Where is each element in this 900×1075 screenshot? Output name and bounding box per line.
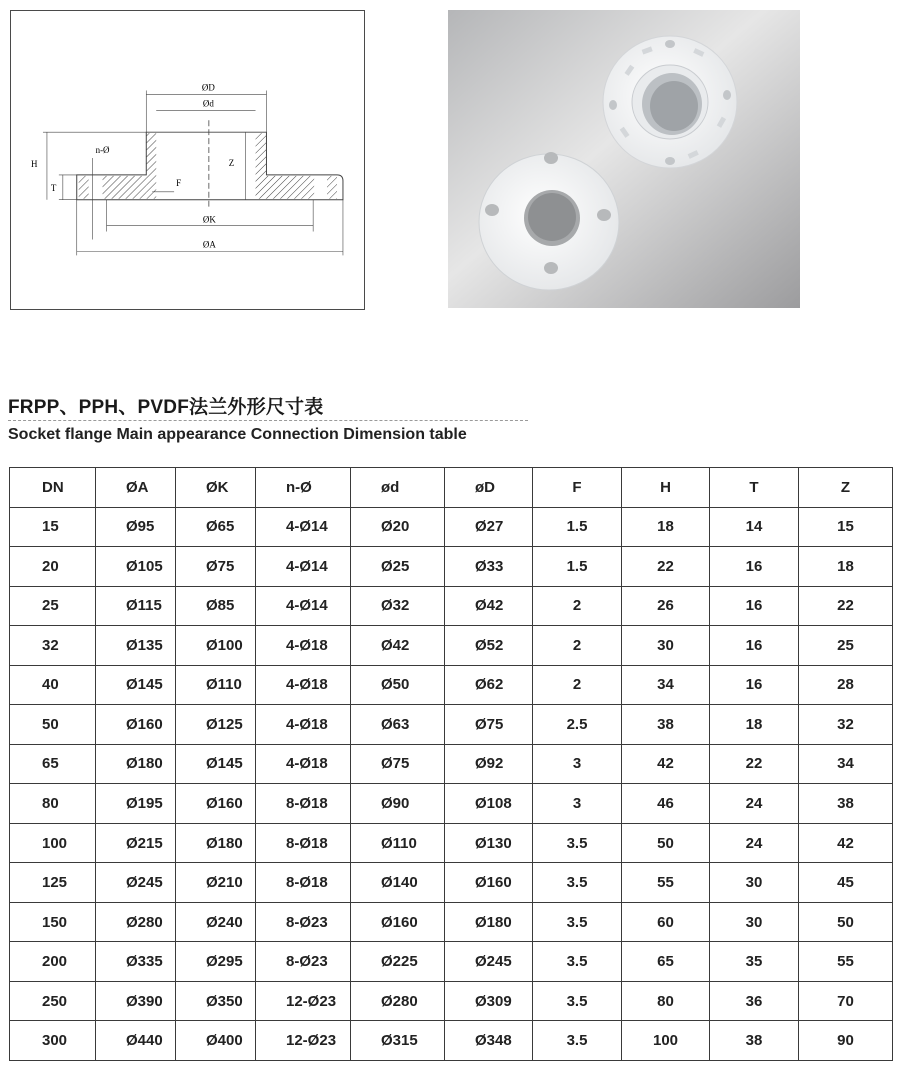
table-cell: 3.5 bbox=[533, 863, 622, 903]
table-cell: Ø180 bbox=[176, 823, 256, 863]
table-cell: Ø110 bbox=[351, 823, 445, 863]
table-cell: 150 bbox=[10, 902, 96, 942]
table-cell: 22 bbox=[710, 744, 799, 784]
table-cell: Ø390 bbox=[96, 981, 176, 1021]
n-hole-label: n-Ø bbox=[95, 145, 110, 156]
table-cell: Ø195 bbox=[96, 784, 176, 824]
table-cell: 4-Ø14 bbox=[256, 586, 351, 626]
table-cell: Ø348 bbox=[445, 1021, 533, 1061]
table-cell: 34 bbox=[622, 665, 710, 705]
table-cell: 2 bbox=[533, 626, 622, 666]
table-cell: Ø180 bbox=[445, 902, 533, 942]
table-header-row bbox=[10, 468, 893, 508]
table-cell: 55 bbox=[622, 863, 710, 903]
table-cell: 22 bbox=[799, 586, 893, 626]
table-row bbox=[10, 863, 893, 903]
f-label: F bbox=[176, 177, 182, 188]
table-cell: Ø315 bbox=[351, 1021, 445, 1061]
table-cell: 300 bbox=[10, 1021, 96, 1061]
table-cell: 50 bbox=[10, 705, 96, 745]
table-cell: 50 bbox=[622, 823, 710, 863]
table-cell: 3.5 bbox=[533, 1021, 622, 1061]
table-cell: 8-Ø23 bbox=[256, 942, 351, 982]
table-cell: 12-Ø23 bbox=[256, 1021, 351, 1061]
table-cell: 15 bbox=[10, 507, 96, 547]
table-cell: 38 bbox=[799, 784, 893, 824]
table-cell: Ø160 bbox=[96, 705, 176, 745]
table-cell: Ø145 bbox=[96, 665, 176, 705]
table-cell: Ø75 bbox=[176, 547, 256, 587]
table-cell: 3.5 bbox=[533, 981, 622, 1021]
table-cell: 12-Ø23 bbox=[256, 981, 351, 1021]
k-label: ØK bbox=[202, 214, 216, 225]
table-cell: 16 bbox=[710, 665, 799, 705]
table-cell: 3.5 bbox=[533, 902, 622, 942]
table-row bbox=[10, 665, 893, 705]
table-cell: Ø100 bbox=[176, 626, 256, 666]
table-cell: 32 bbox=[799, 705, 893, 745]
table-row bbox=[10, 705, 893, 745]
column-header: n-Ø bbox=[256, 468, 351, 508]
table-cell: 80 bbox=[622, 981, 710, 1021]
column-header: ØA bbox=[96, 468, 176, 508]
table-cell: 3.5 bbox=[533, 942, 622, 982]
table-cell: Ø145 bbox=[176, 744, 256, 784]
table-cell: Ø25 bbox=[351, 547, 445, 587]
table-cell: 65 bbox=[622, 942, 710, 982]
table-cell: 4-Ø18 bbox=[256, 744, 351, 784]
table-cell: 16 bbox=[710, 547, 799, 587]
table-title-chinese: FRPP、PPH、PVDF法兰外形尺寸表 bbox=[8, 397, 324, 418]
table-cell: 14 bbox=[710, 507, 799, 547]
table-cell: 26 bbox=[622, 586, 710, 626]
table-row bbox=[10, 586, 893, 626]
table-cell: Ø309 bbox=[445, 981, 533, 1021]
table-cell: Ø75 bbox=[445, 705, 533, 745]
table-cell: Ø280 bbox=[96, 902, 176, 942]
table-cell: 70 bbox=[799, 981, 893, 1021]
table-cell: Ø440 bbox=[96, 1021, 176, 1061]
table-cell: 32 bbox=[10, 626, 96, 666]
dimension-table bbox=[9, 467, 893, 1061]
table-row bbox=[10, 744, 893, 784]
table-cell: 36 bbox=[710, 981, 799, 1021]
table-cell: 8-Ø18 bbox=[256, 784, 351, 824]
table-cell: Ø42 bbox=[445, 586, 533, 626]
table-cell: 18 bbox=[710, 705, 799, 745]
id-label: Ød bbox=[202, 98, 214, 109]
table-row bbox=[10, 626, 893, 666]
table-cell: 38 bbox=[622, 705, 710, 745]
table-cell: Ø65 bbox=[176, 507, 256, 547]
table-cell: 125 bbox=[10, 863, 96, 903]
table-cell: 1.5 bbox=[533, 507, 622, 547]
table-cell: Ø115 bbox=[96, 586, 176, 626]
table-cell: 2 bbox=[533, 586, 622, 626]
z-label: Z bbox=[228, 157, 235, 168]
table-cell: 16 bbox=[710, 626, 799, 666]
table-cell: Ø135 bbox=[96, 626, 176, 666]
table-cell: 30 bbox=[710, 902, 799, 942]
table-cell: Ø210 bbox=[176, 863, 256, 903]
table-cell: 3 bbox=[533, 784, 622, 824]
column-header: ød bbox=[351, 468, 445, 508]
table-row bbox=[10, 507, 893, 547]
column-header: T bbox=[710, 468, 799, 508]
table-cell: Ø27 bbox=[445, 507, 533, 547]
table-cell: 2 bbox=[533, 665, 622, 705]
table-cell: 45 bbox=[799, 863, 893, 903]
table-cell: 65 bbox=[10, 744, 96, 784]
table-cell: 4-Ø14 bbox=[256, 547, 351, 587]
table-cell: 100 bbox=[10, 823, 96, 863]
table-cell: 25 bbox=[10, 586, 96, 626]
table-cell: Ø32 bbox=[351, 586, 445, 626]
h-label: H bbox=[31, 158, 38, 169]
table-cell: 42 bbox=[799, 823, 893, 863]
table-cell: Ø160 bbox=[176, 784, 256, 824]
technical-drawing bbox=[10, 10, 365, 310]
table-cell: Ø160 bbox=[351, 902, 445, 942]
table-cell: Ø125 bbox=[176, 705, 256, 745]
table-cell: 60 bbox=[622, 902, 710, 942]
table-cell: 100 bbox=[622, 1021, 710, 1061]
table-cell: Ø350 bbox=[176, 981, 256, 1021]
table-cell: Ø52 bbox=[445, 626, 533, 666]
table-cell: 8-Ø18 bbox=[256, 823, 351, 863]
table-cell: 42 bbox=[622, 744, 710, 784]
table-cell: Ø245 bbox=[445, 942, 533, 982]
table-cell: Ø90 bbox=[351, 784, 445, 824]
table-cell: 30 bbox=[622, 626, 710, 666]
table-row bbox=[10, 942, 893, 982]
table-cell: Ø85 bbox=[176, 586, 256, 626]
table-row bbox=[10, 981, 893, 1021]
table-cell: 34 bbox=[799, 744, 893, 784]
table-cell: 18 bbox=[622, 507, 710, 547]
table-cell: 35 bbox=[710, 942, 799, 982]
t-label: T bbox=[50, 182, 57, 193]
title-divider bbox=[8, 420, 528, 421]
table-cell: 28 bbox=[799, 665, 893, 705]
table-cell: Ø400 bbox=[176, 1021, 256, 1061]
table-cell: Ø180 bbox=[96, 744, 176, 784]
column-header: DN bbox=[10, 468, 96, 508]
table-cell: 55 bbox=[799, 942, 893, 982]
table-cell: 80 bbox=[10, 784, 96, 824]
table-cell: Ø215 bbox=[96, 823, 176, 863]
table-cell: 200 bbox=[10, 942, 96, 982]
table-cell: Ø42 bbox=[351, 626, 445, 666]
table-cell: Ø130 bbox=[445, 823, 533, 863]
table-cell: Ø20 bbox=[351, 507, 445, 547]
table-cell: 4-Ø18 bbox=[256, 665, 351, 705]
table-cell: 250 bbox=[10, 981, 96, 1021]
product-photo bbox=[448, 10, 800, 308]
table-cell: Ø105 bbox=[96, 547, 176, 587]
table-cell: Ø33 bbox=[445, 547, 533, 587]
column-header: H bbox=[622, 468, 710, 508]
table-cell: Ø110 bbox=[176, 665, 256, 705]
table-cell: 18 bbox=[799, 547, 893, 587]
table-cell: Ø240 bbox=[176, 902, 256, 942]
od-label: ØD bbox=[201, 82, 215, 93]
table-cell: Ø160 bbox=[445, 863, 533, 903]
table-row bbox=[10, 823, 893, 863]
table-cell: 24 bbox=[710, 784, 799, 824]
table-row bbox=[10, 784, 893, 824]
column-header: øD bbox=[445, 468, 533, 508]
table-cell: Ø75 bbox=[351, 744, 445, 784]
table-cell: 3.5 bbox=[533, 823, 622, 863]
table-cell: Ø335 bbox=[96, 942, 176, 982]
a-label: ØA bbox=[202, 239, 216, 250]
table-row bbox=[10, 547, 893, 587]
table-row bbox=[10, 1021, 893, 1061]
table-cell: 1.5 bbox=[533, 547, 622, 587]
table-cell: 4-Ø18 bbox=[256, 705, 351, 745]
table-cell: Ø140 bbox=[351, 863, 445, 903]
table-cell: 24 bbox=[710, 823, 799, 863]
socket-flange bbox=[603, 36, 737, 168]
table-cell: Ø108 bbox=[445, 784, 533, 824]
table-cell: Ø63 bbox=[351, 705, 445, 745]
table-cell: 50 bbox=[799, 902, 893, 942]
table-cell: Ø225 bbox=[351, 942, 445, 982]
table-cell: 16 bbox=[710, 586, 799, 626]
table-cell: Ø95 bbox=[96, 507, 176, 547]
column-header: Z bbox=[799, 468, 893, 508]
table-cell: Ø280 bbox=[351, 981, 445, 1021]
column-header: F bbox=[533, 468, 622, 508]
table-cell: 3 bbox=[533, 744, 622, 784]
column-header: ØK bbox=[176, 468, 256, 508]
table-cell: Ø92 bbox=[445, 744, 533, 784]
table-cell: 25 bbox=[799, 626, 893, 666]
table-title-english: Socket flange Main appearance Connection Dimension table bbox=[8, 426, 467, 443]
table-cell: 15 bbox=[799, 507, 893, 547]
table-cell: 8-Ø18 bbox=[256, 863, 351, 903]
table-cell: 8-Ø23 bbox=[256, 902, 351, 942]
table-cell: 46 bbox=[622, 784, 710, 824]
table-cell: 30 bbox=[710, 863, 799, 903]
table-cell: 90 bbox=[799, 1021, 893, 1061]
table-row bbox=[10, 902, 893, 942]
table-cell: Ø245 bbox=[96, 863, 176, 903]
table-cell: 4-Ø14 bbox=[256, 507, 351, 547]
table-cell: Ø62 bbox=[445, 665, 533, 705]
table-cell: 38 bbox=[710, 1021, 799, 1061]
table-cell: Ø295 bbox=[176, 942, 256, 982]
table-cell: 40 bbox=[10, 665, 96, 705]
table-cell: 22 bbox=[622, 547, 710, 587]
table-cell: 2.5 bbox=[533, 705, 622, 745]
table-cell: 4-Ø18 bbox=[256, 626, 351, 666]
table-cell: Ø50 bbox=[351, 665, 445, 705]
table-cell: 20 bbox=[10, 547, 96, 587]
